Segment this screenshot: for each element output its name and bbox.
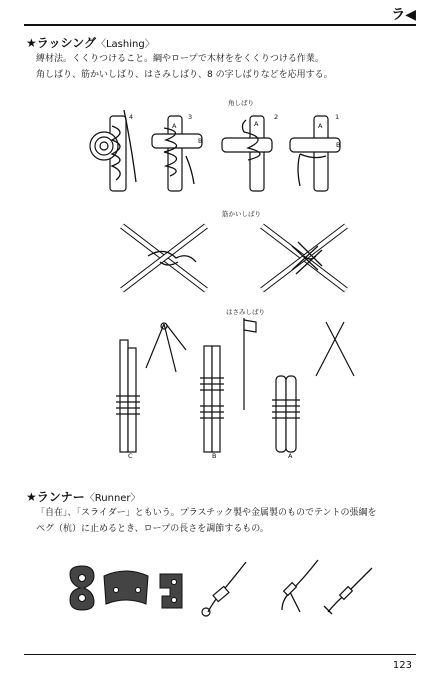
runner-in-use-1 — [202, 562, 246, 616]
shear-variant-label-c: C — [128, 452, 133, 460]
runner-line-2: ペグ（杭）に止めるとき、ロープの長さを調節するもの。 — [36, 524, 269, 534]
shear-variant-label-b: B — [212, 452, 217, 460]
shear-lashing-label: はさみしばり — [226, 308, 265, 316]
runner-title-en: 〈Runner〉 — [84, 493, 141, 504]
pole-label-a-step-3: A — [172, 122, 177, 130]
runner-in-use-2 — [282, 560, 318, 612]
page-number: 123 — [392, 660, 412, 671]
section-index-tab: ラ◀ — [391, 7, 416, 23]
runner-title-jp: ★ランナー — [26, 490, 85, 504]
shear-variant-label-a: A — [288, 452, 293, 460]
step-label-1: 1 — [335, 113, 340, 121]
step-label-2: 2 — [274, 113, 279, 121]
runner-curved-plate — [104, 571, 148, 604]
lashing-line-1: 縛材法。くくりつけること。綱やロープで木材ををくくりつける作業。 — [36, 54, 324, 64]
runner-in-use-3 — [324, 568, 372, 614]
runner-figure-eight — [70, 566, 94, 610]
pole-label-b-step-1: B — [336, 141, 341, 149]
runner-slotted-plate — [160, 574, 182, 608]
runner-line-1: 「自在」、「スライダー」ともいう。プラスチック製や金属製のものでテントの張綱を — [36, 508, 377, 518]
pole-label-a-step-2: A — [254, 120, 259, 128]
step-label-3: 3 — [188, 113, 193, 121]
square-lashing-label: 角しばり — [228, 99, 254, 107]
pole-label-b-step-3: B — [198, 137, 203, 145]
diagonal-lashing-label: 筋かいしばり — [222, 210, 261, 218]
bottom-rule — [24, 654, 416, 655]
lashing-line-2: 角しばり、筋かいしばり、はさみしばり、8 の字しばりなどを応用する。 — [36, 70, 333, 80]
lashing-title-jp: ★ラッシング — [26, 36, 96, 50]
lashing-title-en: 〈Lashing〉 — [95, 39, 155, 50]
pole-label-a-step-1: A — [318, 122, 323, 130]
step-label-4: 4 — [129, 113, 134, 121]
